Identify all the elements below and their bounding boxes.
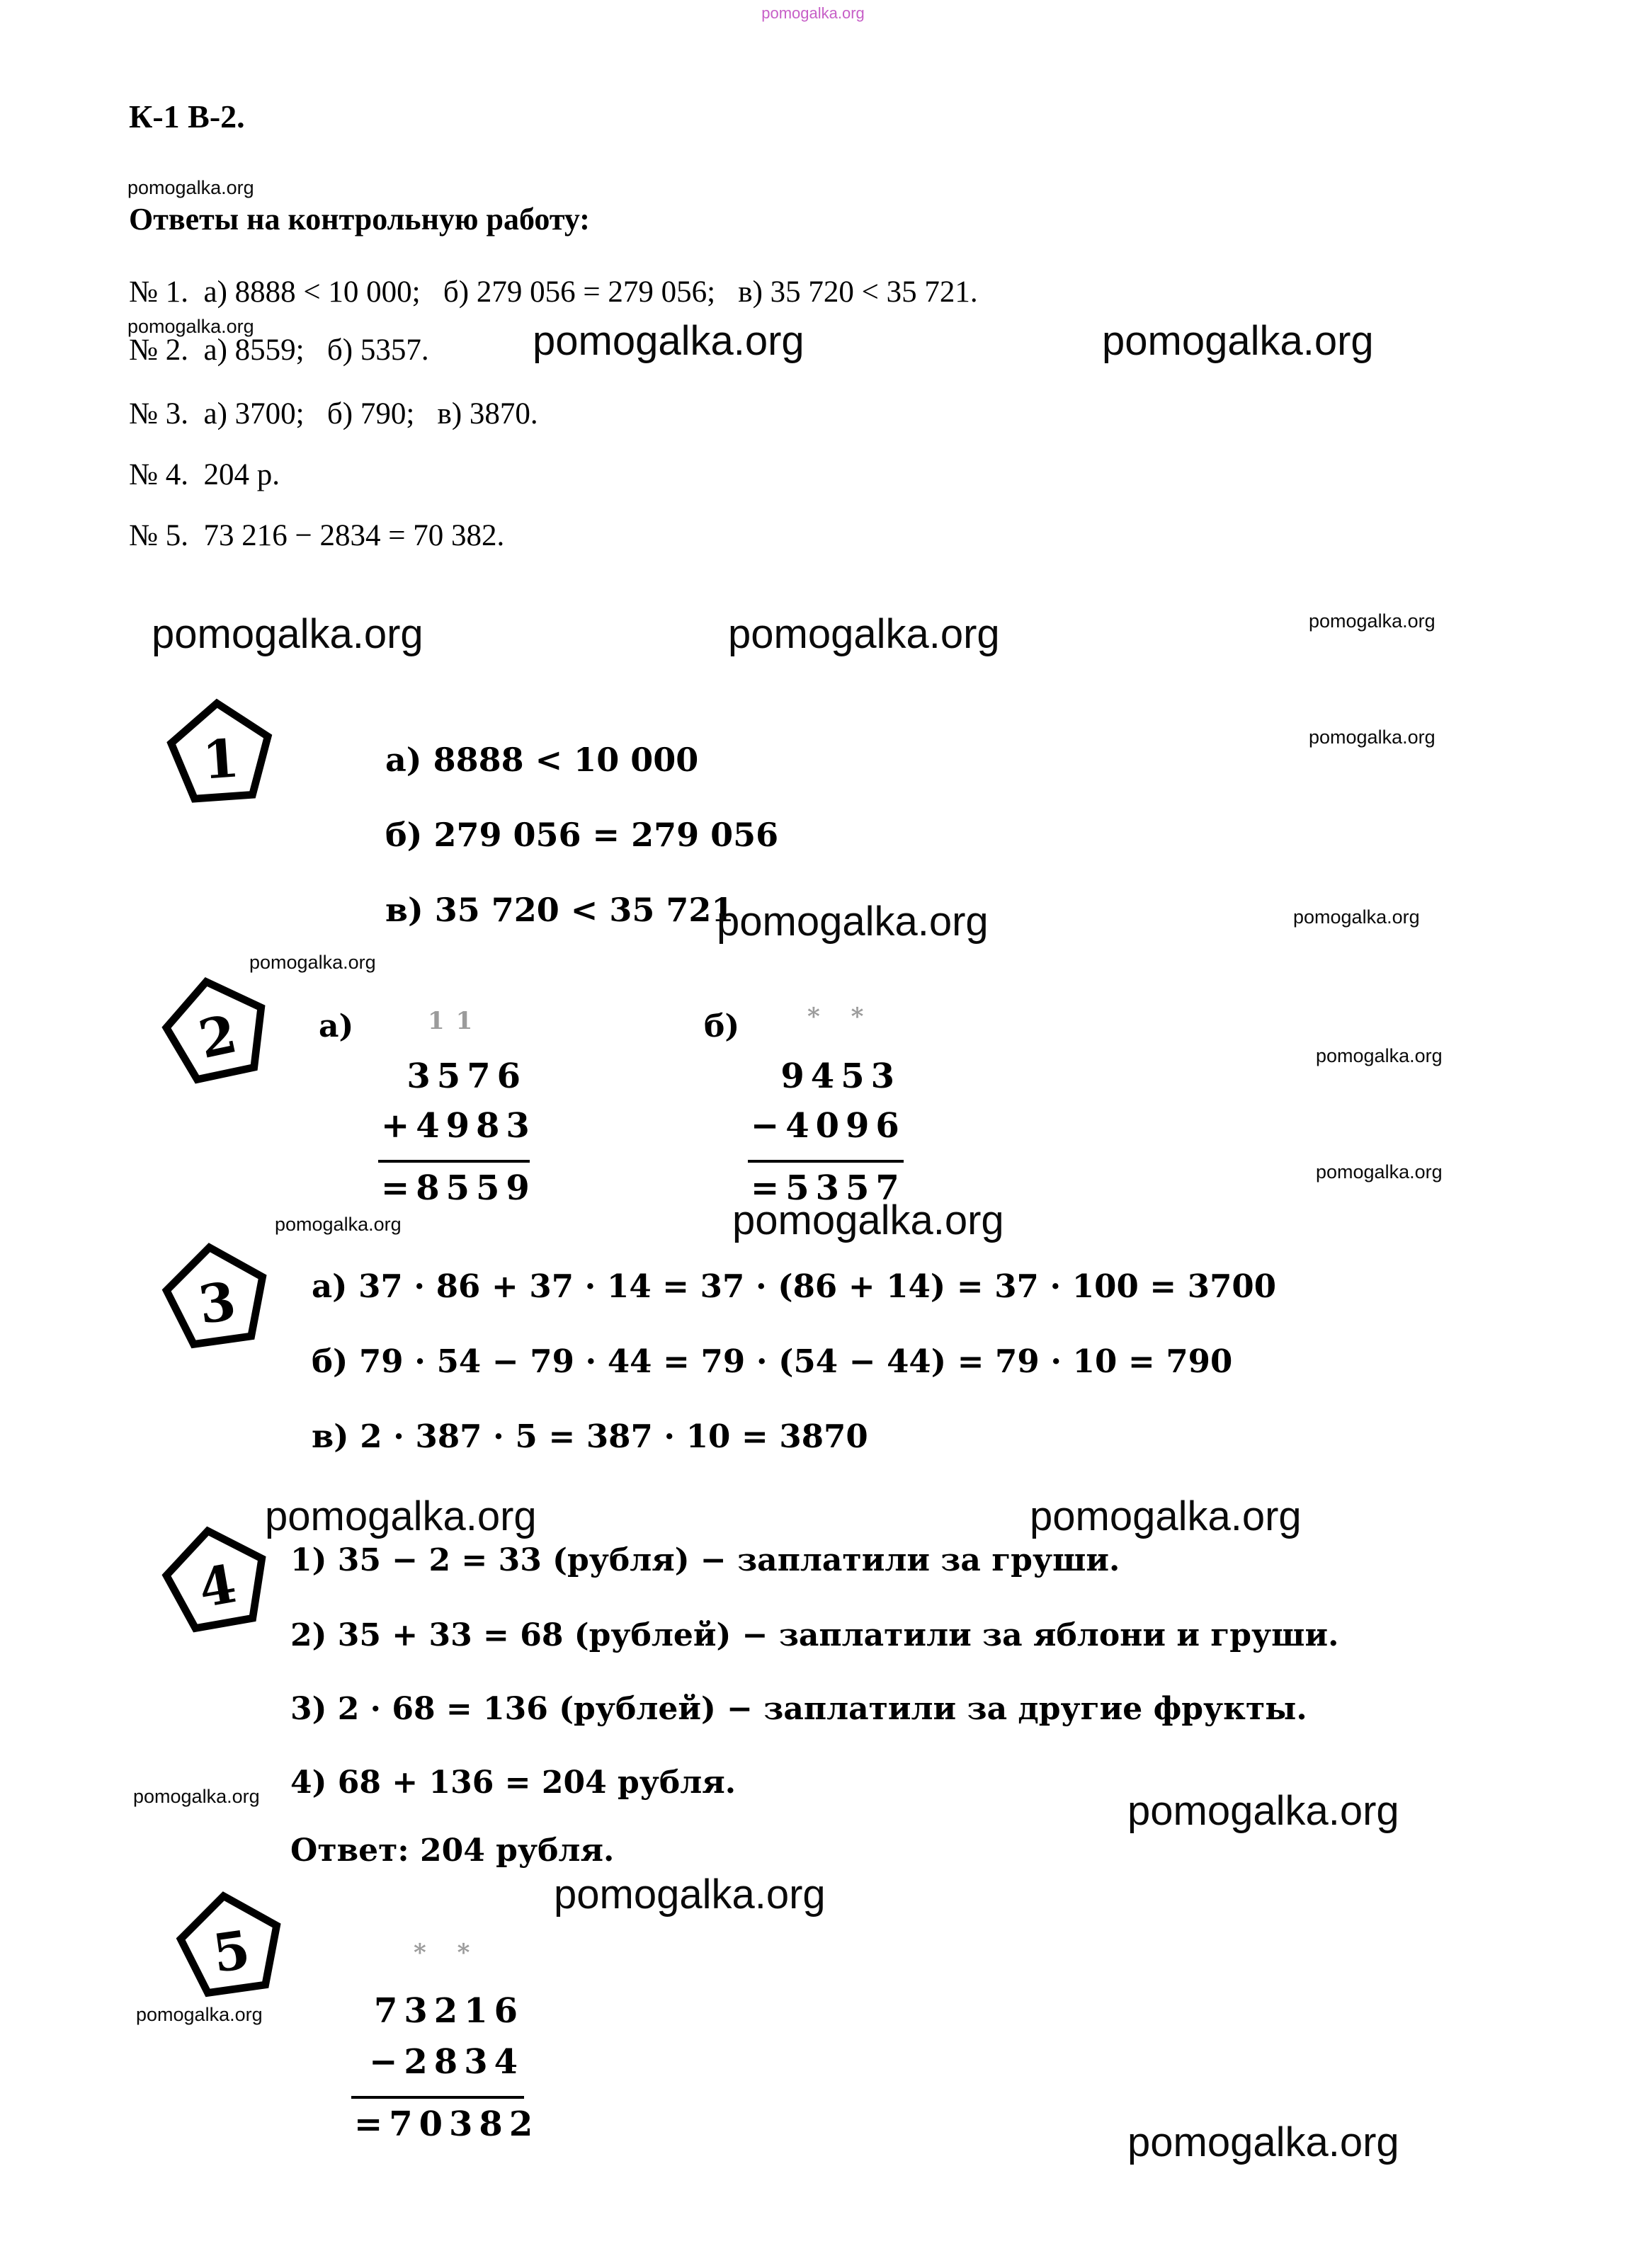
watermark-text: pomogalka.org [1309, 610, 1435, 632]
task3-line-v: в) 2 · 387 · 5 = 387 · 10 = 3870 [312, 1418, 868, 1455]
watermark-text: pomogalka.org [1030, 1493, 1302, 1539]
task4-step-2: 2) 35 + 33 = 68 (рублей) − заплатили за яблони и груши. [290, 1617, 1339, 1653]
task2-col-b-rule [748, 1160, 904, 1163]
task2-col-a-carry-marks: 11 [428, 1007, 484, 1035]
watermark-text: pomogalka.org [1309, 726, 1435, 748]
summary-answer-2: № 2. а) 8559; б) 5357. [129, 334, 429, 367]
watermark-text: pomogalka.org [136, 2004, 263, 2025]
watermark-text: pomogalka.org [127, 316, 254, 337]
watermark-text: pomogalka.org [728, 611, 1000, 657]
watermark-text: pomogalka.org [533, 318, 805, 364]
task1-badge-number: 1 [200, 728, 241, 792]
task5-badge [167, 1882, 293, 2005]
task2-col-b-label: б) [704, 1008, 740, 1044]
task2-col-a-top-number: 3576 [406, 1056, 527, 1096]
watermark-text: pomogalka.org [1102, 318, 1374, 364]
task4-badge [152, 1515, 280, 1640]
watermark-text: pomogalka.org [152, 611, 423, 657]
task5-rule [351, 2096, 524, 2099]
task2-col-a-operand: +4983 [381, 1106, 536, 1146]
watermark-top: pomogalka.org [761, 4, 865, 22]
task3-line-a: а) 37 · 86 + 37 · 14 = 37 · (86 + 14) = 37 · 100 = 3700 [312, 1267, 1277, 1305]
watermark-text: pomogalka.org [1316, 1045, 1443, 1066]
task1-line-b: б) 279 056 = 279 056 [385, 816, 779, 854]
task2-col-b-operand: −4096 [751, 1106, 906, 1146]
task4-final-answer: Ответ: 204 рубля. [290, 1833, 615, 1869]
watermark-text: pomogalka.org [1293, 906, 1420, 928]
task5-result: =70382 [354, 2104, 540, 2144]
task5-borrow-marks: * * [414, 1939, 482, 1967]
task1-line-v: в) 35 720 < 35 721 [385, 891, 734, 929]
task2-col-b-borrow-marks: * * [807, 1003, 875, 1031]
watermark-text: pomogalka.org [1316, 1161, 1443, 1183]
task2-col-a-label: а) [319, 1008, 354, 1044]
watermark-text: pomogalka.org [249, 952, 376, 973]
summary-answer-5: № 5. 73 216 − 2834 = 70 382. [129, 519, 505, 552]
summary-answer-3: № 3. а) 3700; б) 790; в) 3870. [129, 397, 538, 431]
task4-step-1: 1) 35 − 2 = 33 (рубля) − заплатили за груши. [290, 1542, 1120, 1578]
watermark-text: pomogalka.org [127, 177, 254, 198]
summary-answer-4: № 4. 204 р. [129, 458, 280, 491]
summary-answer-1: № 1. а) 8888 < 10 000; б) 279 056 = 279 056; в) 35 720 < 35 721. [129, 275, 978, 309]
task5-badge-number: 5 [209, 1919, 254, 1985]
watermark-text: pomogalka.org [275, 1214, 402, 1235]
task4-step-4: 4) 68 + 136 = 204 рубля. [290, 1765, 737, 1801]
task2-col-a-rule [378, 1160, 530, 1163]
task2-col-b-result: =5357 [751, 1168, 906, 1208]
task2-badge [150, 964, 282, 1093]
watermark-text: pomogalka.org [1127, 2119, 1399, 2165]
task3-badge-number: 3 [195, 1270, 240, 1337]
answers-title: Ответы на контрольную работу: [129, 202, 590, 237]
task1-line-a: а) 8888 < 10 000 [385, 741, 699, 779]
watermark-text: pomogalka.org [1127, 1788, 1399, 1834]
watermark-text: pomogalka.org [265, 1493, 537, 1539]
watermark-text: pomogalka.org [732, 1197, 1004, 1243]
task2-badge-number: 2 [193, 1003, 242, 1071]
task4-badge-number: 4 [194, 1553, 241, 1620]
task2-col-b-top-number: 9453 [780, 1056, 901, 1096]
watermark-text: pomogalka.org [133, 1786, 260, 1807]
task1-badge [161, 693, 280, 809]
task4-step-3: 3) 2 · 68 = 136 (рублей) − заплатили за другие фрукты. [290, 1691, 1307, 1727]
task2-col-a-result: =8559 [381, 1168, 536, 1208]
task3-line-b: б) 79 · 54 − 79 · 44 = 79 · (54 − 44) = 79 · 10 = 790 [312, 1343, 1233, 1380]
task3-badge [153, 1233, 279, 1356]
task5-top-number: 73216 [374, 1991, 524, 2031]
watermark-text: pomogalka.org [717, 899, 989, 945]
watermark-text: pomogalka.org [554, 1871, 826, 1917]
test-code-heading: К-1 В-2. [129, 98, 245, 135]
task5-operand: −2834 [369, 2042, 524, 2082]
